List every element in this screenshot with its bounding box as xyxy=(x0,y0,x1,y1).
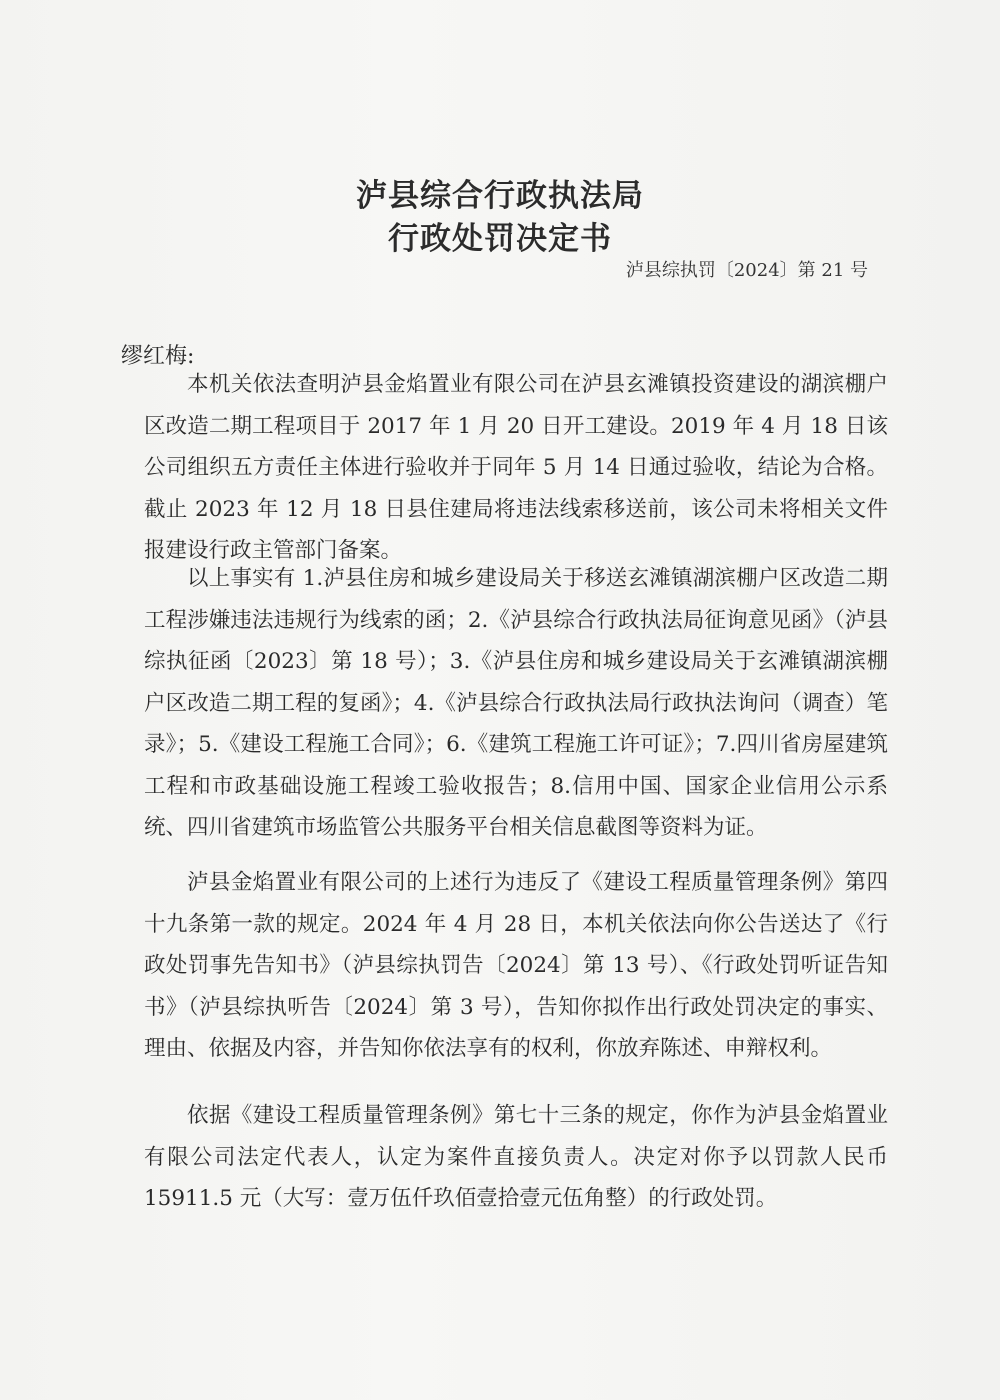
document-title-type: 行政处罚决定书 xyxy=(388,221,612,257)
recipient-name: 缪红梅: xyxy=(121,344,195,369)
document-title-agency: 泸县综合行政执法局 xyxy=(356,178,644,214)
paragraph-evidence: 以上事实有 1.泸县住房和城乡建设局关于移送玄滩镇湖滨棚户区改造二期工程涉嫌违法违规行为线索的函；2.《泸县综合行政执法局征询意见函》（泸县综执征函〔2023〕第 18 号）；3.《泸县住房和城乡建设局关于玄滩镇湖滨棚户区改造二期工程的复函》；4.《泸县综合行政执法局行政执法询问（调查）笔录》；5.《建设工程施工合同》；6.《建筑工程施工许可证》；7.四川省房屋建筑工程和市政基础设施工程竣工验收报告；8.信用中国、国家企业信用公示系统、四川省建筑市场监管公共服务平台相关信息截图等资料为证。 xyxy=(144,566,888,840)
paragraph-violation: 泸县金焰置业有限公司的上述行为违反了《建设工程质量管理条例》第四十九条第一款的规定。2024 年 4 月 28 日，本机关依法向你公告送达了《行政处罚事先告知书》（泸县综执罚告〔2024〕第 13 号）、《行政处罚听证告知书》（泸县综执听告〔2024〕第 3 号），告知你拟作出行政处罚决定的事实、理由、依据及内容，并告知你依法享有的权利，你放弃陈述、申辩权利。 xyxy=(144,870,888,1061)
paragraph-penalty: 依据《建设工程质量管理条例》第七十三条的规定，你作为泸县金焰置业有限公司法定代表人，认定为案件直接负责人。决定对你予以罚款人民币 15911.5 元（大写：壹万伍仟玖佰壹拾壹元伍角整）的行政处罚。 xyxy=(144,1103,888,1211)
paragraph-facts: 本机关依法查明泸县金焰置业有限公司在泸县玄滩镇投资建设的湖滨棚户区改造二期工程项目于 2017 年 1 月 20 日开工建设。2019 年 4 月 18 日该公司组织五方责任主体进行验收并于同年 5 月 14 日通过验收，结论为合格。截止 2023 年 12 月 18 日县住建局将违法线索移送前，该公司未将相关文件报建设行政主管部门备案。 xyxy=(144,372,888,563)
document-number: 泸县综执罚〔2024〕第 21 号 xyxy=(625,260,868,281)
